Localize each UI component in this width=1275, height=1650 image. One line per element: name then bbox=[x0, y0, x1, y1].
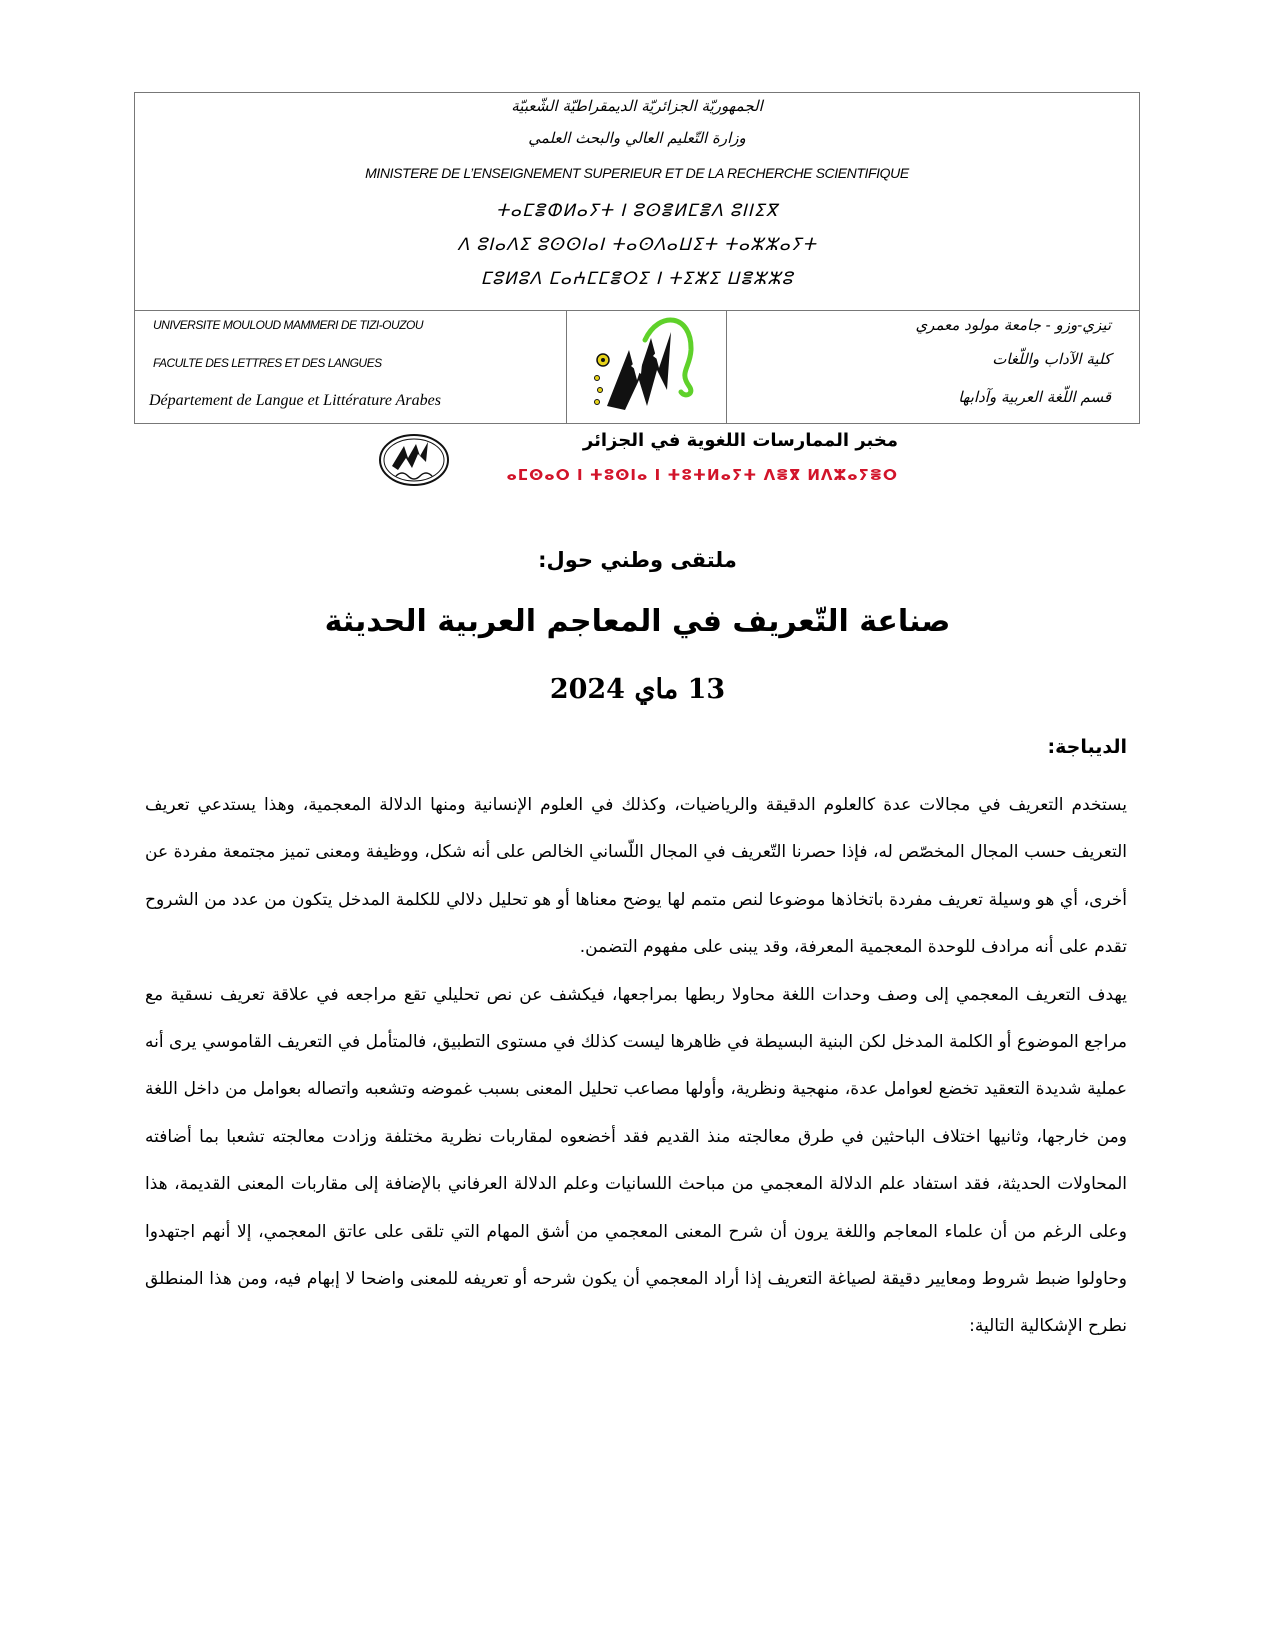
university-name-french: UNIVERSITE MOULOUD MAMMERI DE TIZI-OUZOU bbox=[153, 318, 424, 332]
ministry-name-arabic: وزارة التّعليم العالي والبحث العلمي bbox=[528, 129, 746, 147]
lab-name-tamazight: ⴰⵎⵙⴰⵔ ⵏ ⵜⵓⵙⵏⴰ ⵏ ⵜⵓⵜⵍⴰⵢⵜ ⴷⴻⴳ ⵍⴷⵣⴰⵢⴻⵔ bbox=[506, 466, 898, 484]
ministry-name-tamazight-3: ⵎⵓⵍⵓⴷ ⵎⴰⵄⵎⵎⴻⵔⵉ ⵏ ⵜⵉⵣⵉ ⵡⴻⵣⵣⵓ bbox=[480, 269, 794, 289]
letterhead-top bbox=[135, 93, 1139, 311]
preamble-body bbox=[145, 782, 1127, 1351]
university-name-arabic: تيزي-وزو - جامعة مولود معمري bbox=[915, 316, 1111, 334]
section-heading: الديباجة: bbox=[1047, 736, 1127, 758]
ministry-name-tamazight-1: ⵜⴰⵎⴻⵀⵍⴰⵢⵜ ⵏ ⵓⵙⴻⵍⵎⴻⴷ ⵓⵏⵏⵉⴳ bbox=[495, 201, 779, 221]
preamble-paragraph-1: يستخدم التعريف في مجالات عدة كالعلوم الدقيقة والرياضيات، وكذلك في العلوم الإنسانية ومنها الدلالة المعجمية، وهذا يستدعي تعريف التعريف حسب المجال المخصّص له، فإذا حصرنا التّعريف في المجال اللّساني الخالص على أنه شكل، ووظيفة ومعنى تميز مجتمعة مفردة عن أخرى، أي هو وسيلة تعريف مفردة باتخاذها موضوعا لنص متمم لها يوضح معناها أو هو تحليل دلالي للكلمة المدخل يتكون من عدد من الشروح تقدم على أنه مرادف للوحدة المعجمية المعرفة، وقد يبنى على مفهوم التضمن. bbox=[145, 795, 1127, 958]
lab-name-arabic: مخبر الممارسات اللغوية في الجزائر bbox=[582, 430, 898, 451]
republic-name-arabic: الجمهوريّة الجزائريّة الديمقراطيّة الشّعبيّة bbox=[511, 97, 763, 115]
department-name-arabic: قسم اللّغة العربية وآدابها bbox=[958, 388, 1111, 406]
conference-title: صناعة التّعريف في المعاجم العربية الحديثة bbox=[324, 604, 951, 639]
faculty-name-french: FACULTE DES LETTRES ET DES LANGUES bbox=[153, 356, 382, 370]
lab-banner bbox=[378, 428, 898, 498]
lab-logo bbox=[378, 432, 450, 488]
letterhead-french-cell bbox=[135, 310, 567, 424]
department-name-french: Département de Langue et Littérature Arabes bbox=[149, 392, 441, 409]
ministry-name-french: MINISTERE DE L’ENSEIGNEMENT SUPERIEUR ET DE LA RECHERCHE SCIENTIFIQUE bbox=[365, 165, 909, 181]
letterhead-box bbox=[134, 92, 1140, 424]
university-logo bbox=[567, 310, 727, 424]
conference-intro: ملتقى وطني حول: bbox=[538, 548, 737, 572]
preamble-paragraph-2: يهدف التعريف المعجمي إلى وصف وحدات اللغة محاولا ربطها بمراجعها، فيكشف عن نص تحليلي تقع مراجعه في علاقة تعريف نسقية مع مراجع الموضوع أو الكلمة المدخل لكن البنية البسيطة في ظاهرها ليست كذلك في مستوى التطبيق، فالمتأمل في التعريف القاموسي يرى أنه عملية شديدة التعقيد تخضع لعوامل عدة، منهجية ونظرية، وأولها مصاعب تحليل المعنى بسبب غموضه وتشعبه واتصاله بعوامل من داخل اللغة ومن خارجها، وثانيها اختلاف الباحثين في طرق معالجته منذ القديم فقد أخضعوه لمقاربات نظرية مختلفة وزادت معالجته تشعبا بما أضافته المحاولات الحديثة، فقد استفاد علم الدلالة المعجمي من مباحث اللسانيات وعلم الدلالة العرفاني بالإضافة إلى مقاربات المعنى القديمة، هذا وعلى الرغم من أن علماء المعاجم واللغة يرون أن شرح المعنى المعجمي من أشق المهام التي تلقى على عاتق المعجمي، إلا أنهم اجتهدوا وحاولوا ضبط شروط ومعايير دقيقة لصياغة التعريف إذا أراد المعجمي أن يكون شرحه أو تعريفه للمعنى واضحا لا إبهام فيه، ومن هذا المنطلق نطرح الإشكالية التالية: bbox=[145, 984, 1127, 1337]
letterhead-bottom-row bbox=[135, 310, 1139, 424]
faculty-name-arabic: كلية الآداب واللّغات bbox=[992, 350, 1111, 368]
conference-date: 13 ماي 2024 bbox=[549, 674, 726, 705]
letterhead-arabic-cell bbox=[727, 310, 1139, 424]
ministry-name-tamazight-2: ⴷ ⵓⵏⴰⴷⵉ ⵓⵙⵙⵏⴰⵏ ⵜⴰⵙⴷⴰⵡⵉⵜ ⵜⴰⵣⵣⴰⵢⵜ bbox=[457, 235, 817, 255]
university-logo-cell bbox=[567, 310, 727, 424]
